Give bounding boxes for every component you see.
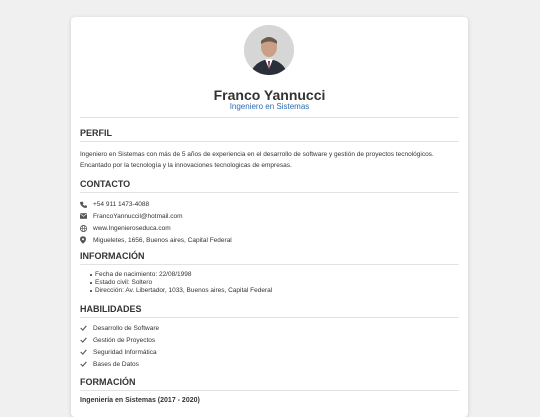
check-icon <box>80 360 92 369</box>
skill-item <box>80 347 157 357</box>
contact-address-text: Migueletes, 1656, Buenos aires, Capital Federal <box>93 236 232 244</box>
globe-icon <box>80 224 92 233</box>
info-item <box>90 271 191 279</box>
divider <box>80 317 459 318</box>
bullet-dot <box>90 290 92 292</box>
info-item <box>90 279 152 287</box>
divider <box>80 117 459 118</box>
phone-icon <box>80 200 92 209</box>
bullet-dot <box>90 274 92 276</box>
section-title-perfil: PERFIL <box>80 128 113 138</box>
contact-email-text: FrancoYannuccil@hotmail.com <box>93 212 183 220</box>
perfil-line-2: Encantado por la tecnología y la innovaciones tecnologicas de empresas. <box>80 162 292 169</box>
skill-item-text: Seguridad Informática <box>93 348 157 356</box>
contact-website[interactable] <box>80 223 171 233</box>
email-icon <box>80 212 92 221</box>
section-title-contacto: CONTACTO <box>80 179 131 189</box>
skill-item <box>80 323 159 333</box>
check-icon <box>80 336 92 345</box>
profile-role: Ingeniero en Sistemas <box>229 102 310 111</box>
skill-item-text: Desarrollo de Software <box>93 324 160 332</box>
section-title-formacion: FORMACIÓN <box>80 377 136 387</box>
bullet-dot <box>90 282 92 284</box>
skill-item-text: Gestión de Proyectos <box>93 336 156 344</box>
info-item <box>90 287 272 295</box>
skill-item-text: Bases de Datos <box>93 360 139 368</box>
skill-item <box>80 335 155 345</box>
avatar <box>244 25 294 75</box>
check-icon <box>80 348 92 357</box>
contact-phone[interactable] <box>80 199 149 209</box>
divider <box>80 141 459 142</box>
section-title-habilidades: HABILIDADES <box>80 304 142 314</box>
contact-website-text: www.Ingenieroseduca.com <box>93 224 171 232</box>
location-icon <box>80 236 92 245</box>
education-entry-title: Ingeniería en Sistemas (2017 - 2020) <box>80 397 200 404</box>
contact-address <box>80 235 232 245</box>
contact-phone-text: +54 911 1473-4088 <box>93 200 150 208</box>
perfil-line-1: Ingeniero en Sistemas con más de 5 años de experiencia en el desarrollo de software y gestión de proyectos tecnológicos. <box>80 151 434 158</box>
skill-item <box>80 359 139 369</box>
info-item-text: Fecha de nacimiento: 22/08/1998 <box>95 271 192 278</box>
divider <box>80 390 459 391</box>
divider <box>80 192 459 193</box>
info-item-text: Estado civil: Soltero <box>95 279 153 286</box>
profile-name: Franco Yannucci <box>213 87 326 103</box>
resume-card <box>71 17 468 417</box>
divider <box>80 264 459 265</box>
section-title-informacion: INFORMACIÓN <box>80 251 145 261</box>
info-item-text: Dirección: Av. Libertador, 1033, Buenos aires, Capital Federal <box>95 287 273 294</box>
contact-email[interactable] <box>80 211 183 221</box>
check-icon <box>80 324 92 333</box>
